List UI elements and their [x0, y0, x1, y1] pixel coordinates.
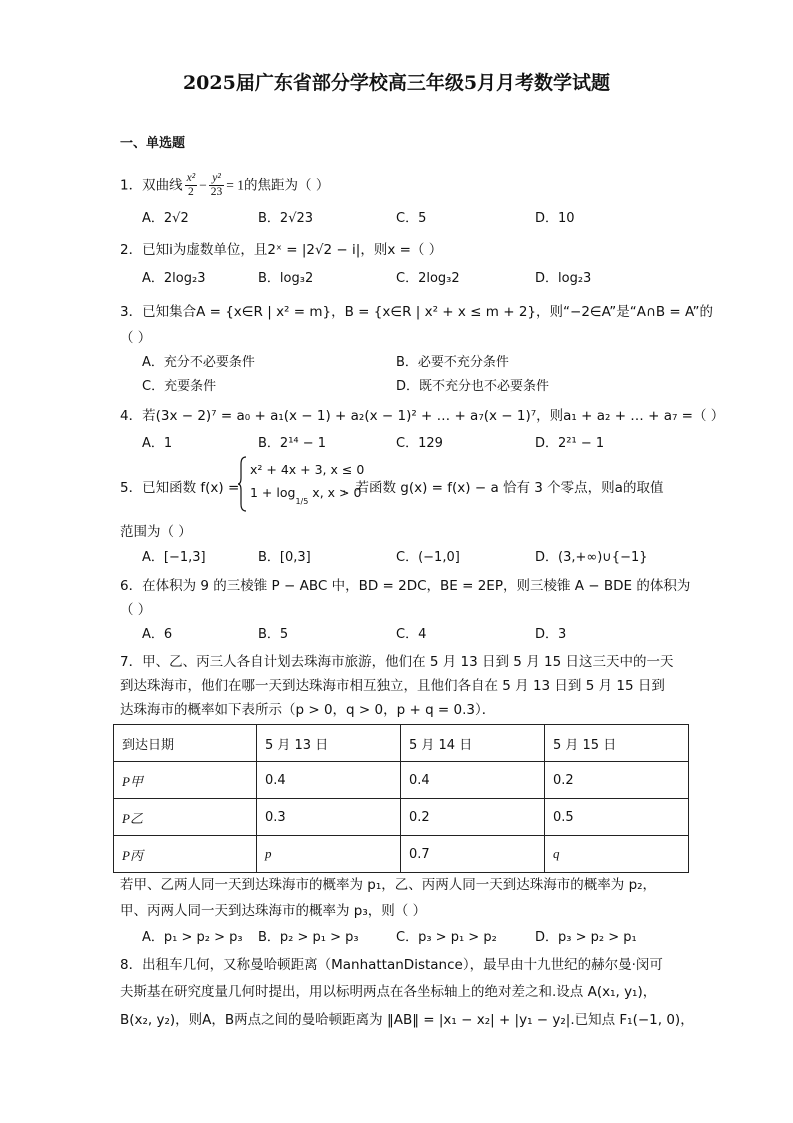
q5-option-d[interactable]: D．(3,+∞)∪{−1} [535, 550, 648, 565]
question-1 [120, 172, 329, 199]
q2-option-a[interactable]: A．2log₂3 [142, 271, 206, 286]
table-row [114, 836, 689, 873]
q1-number: 1． [120, 177, 143, 194]
q6-option-a[interactable]: A．6 [142, 627, 173, 642]
question-5-post: ，若函数 g(x) = f(x) − a 恰有 3 个零点，则a的取值 [342, 480, 664, 496]
q7-option-b[interactable]: B．p₂ > p₁ > p₃ [258, 930, 359, 945]
q2-option-b[interactable]: B．log₃2 [258, 271, 314, 286]
table-header-cell: 5 月 15 日 [545, 725, 689, 762]
q1-option-a[interactable]: A．2√2 [142, 211, 189, 226]
question-2: 2．已知i为虚数单位，且2ˣ = |2√2 − i|，则x =（ ） [120, 242, 443, 258]
q2-option-d[interactable]: D．log₂3 [535, 271, 592, 286]
q4-option-b[interactable]: B．2¹⁴ − 1 [258, 436, 327, 451]
q7-option-a[interactable]: A．p₁ > p₂ > p₃ [142, 930, 243, 945]
question-6: 6．在体积为 9 的三棱锥 P − ABC 中，BD = 2DC，BE = 2EP，则三棱锥 A − BDE 的体积为 [120, 578, 691, 594]
question-5-pre: 5．已知函数 f(x) = [120, 480, 240, 496]
table-row [114, 799, 689, 836]
q1-fraction-y: $\frac{\text{y²}}{23}$ [210, 172, 223, 198]
question-7-line3: 达珠海市的概率如下表所示（p > 0，q > 0，p + q = 0.3）． [120, 702, 496, 718]
question-6-cont: （ ） [120, 602, 152, 618]
table-header-cell: 5 月 13 日 [257, 725, 401, 762]
q1-post: 的焦距为（ ） [244, 177, 330, 194]
q7-option-c[interactable]: C．p₃ > p₁ > p₂ [396, 930, 497, 945]
question-7-line2: 到达珠海市，他们在哪一天到达珠海市相互独立，且他们各自在 5 月 13 日到 5 月 15 日到 [120, 678, 665, 694]
q3-option-c[interactable]: C．充要条件 [142, 379, 217, 394]
question-7-line1: 7．甲、乙、丙三人各自计划去珠海市旅游，他们在 5 月 13 日到 5 月 15 日这三天中的一天 [120, 654, 674, 670]
question-7-after2: 甲、丙两人同一天到达珠海市的概率为 p₃，则（ ） [120, 903, 427, 919]
question-7-after1: 若甲、乙两人同一天到达珠海市的概率为 p₁，乙、丙两人同一天到达珠海市的概率为 p₂， [120, 877, 657, 893]
table-cell: p [257, 836, 401, 873]
table-cell: 0.7 [401, 836, 545, 873]
question-3: 3．已知集合A = {x∈R | x² = m}，B = {x∈R | x² + x ≤ m + 2}，则“−2∈A”是“A∩B = A”的 [120, 304, 714, 320]
q6-option-b[interactable]: B．5 [258, 627, 289, 642]
table-cell: P丙 [114, 836, 257, 873]
question-8-line2: 夫斯基在研究度量几何时提出，用以标明两点在各坐标轴上的绝对差之和.设点 A(x₁, y₁)， [120, 984, 657, 1000]
q7-option-d[interactable]: D．p₃ > p₂ > p₁ [535, 930, 637, 945]
q1-option-b[interactable]: B．2√23 [258, 211, 314, 226]
table-cell: P甲 [114, 762, 257, 799]
q5-option-a[interactable]: A．[−1,3] [142, 550, 206, 565]
q1-option-c[interactable]: C．5 [396, 211, 427, 226]
section-heading: 一、单选题 [120, 136, 186, 151]
table-cell: 0.2 [545, 762, 689, 799]
q5-log-base: 1/5 [295, 497, 309, 506]
q5-option-b[interactable]: B．[0,3] [258, 550, 311, 565]
piecewise-brace-icon [237, 456, 247, 512]
table-header-cell: 到达日期 [114, 725, 257, 762]
question-4: 4．若(3x − 2)⁷ = a₀ + a₁(x − 1) + a₂(x − 1)² + … + a₇(x − 1)⁷，则a₁ + a₂ + … + a₇ =（ ） [120, 408, 725, 424]
question-3-cont: （ ） [120, 330, 152, 346]
q4-option-a[interactable]: A．1 [142, 436, 173, 451]
page-title: 2025届广东省部分学校高三年级5月月考数学试题 [182, 72, 611, 94]
q5-case-1: x² + 4x + 3, x ≤ 0 [250, 462, 365, 477]
q5-case-2: $1 + \log_{1/5} x$, x > 0 [250, 485, 362, 506]
q4-option-c[interactable]: C．129 [396, 436, 443, 451]
table-cell: P乙 [114, 799, 257, 836]
q3-option-a[interactable]: A．充分不必要条件 [142, 355, 255, 370]
table-row [114, 762, 689, 799]
q1-eq: = 1 [226, 177, 245, 193]
q1-minus: − [199, 177, 207, 193]
q5-option-c[interactable]: C．(−1,0] [396, 550, 460, 565]
q6-option-c[interactable]: C．4 [396, 627, 427, 642]
table-cell: 0.4 [401, 762, 545, 799]
q1-pre: 双曲线 [142, 177, 183, 194]
q6-option-d[interactable]: D．3 [535, 627, 567, 642]
probability-table [113, 724, 689, 873]
q1-option-d[interactable]: D．10 [535, 211, 575, 226]
q3-option-d[interactable]: D．既不充分也不必要条件 [396, 379, 550, 394]
q1-fraction-x: $\frac{\text{x²}}{2}$ [186, 172, 196, 198]
table-cell: 0.2 [401, 799, 545, 836]
table-cell: 0.5 [545, 799, 689, 836]
q3-option-b[interactable]: B．必要不充分条件 [396, 355, 509, 370]
question-5-cont: 范围为（ ） [120, 524, 192, 540]
question-8-line3: B(x₂, y₂)，则A，B两点之间的曼哈顿距离为 ‖AB‖ = |x₁ − x₂| + |y₁ − y₂|.已知点 F₁(−1, 0)， [120, 1012, 694, 1028]
q4-option-d[interactable]: D．2²¹ − 1 [535, 436, 605, 451]
question-8-line1: 8．出租车几何，又称曼哈顿距离（ManhattanDistance），最早由十九世纪的赫尔曼·闵可 [120, 957, 663, 973]
table-header-cell: 5 月 14 日 [401, 725, 545, 762]
table-cell: 0.4 [257, 762, 401, 799]
table-header-row [114, 725, 689, 762]
table-cell: 0.3 [257, 799, 401, 836]
q2-option-c[interactable]: C．2log₃2 [396, 271, 460, 286]
table-cell: q [545, 836, 689, 873]
